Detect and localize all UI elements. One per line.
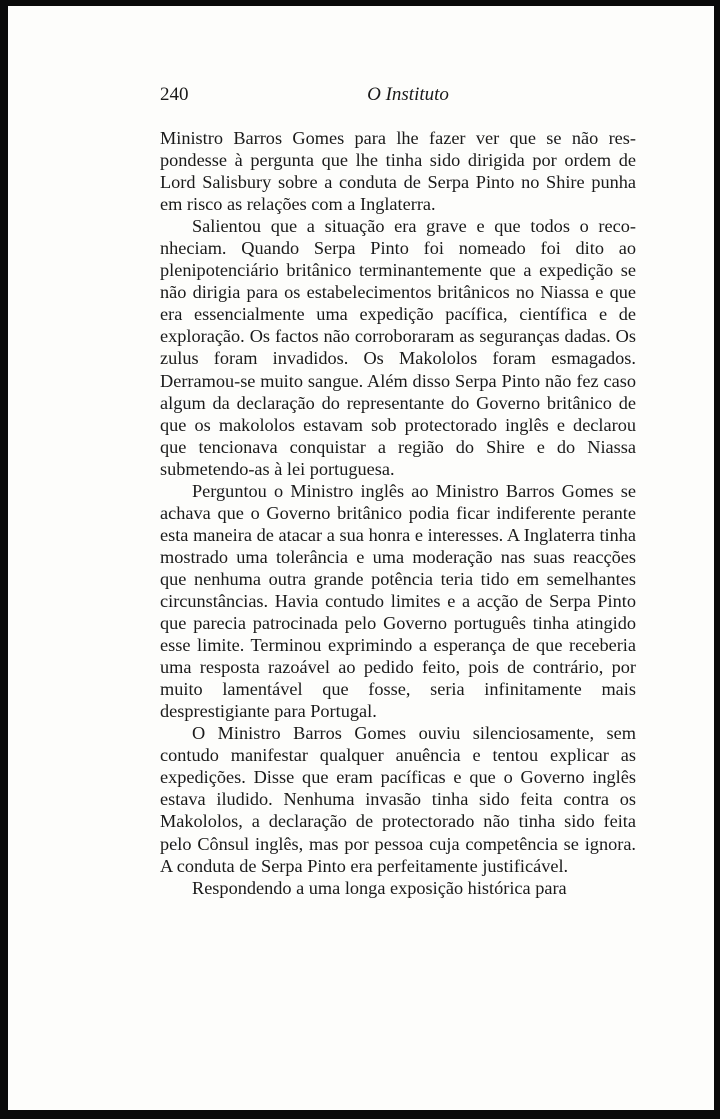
page-number: 240	[160, 84, 189, 105]
running-title: O Instituto	[367, 84, 449, 105]
paragraph-3: Perguntou o Ministro inglês ao Ministro Barros Gomes se achava que o Governo britânico podia ficar indiferente perante esta maneira de atacar a sua honra e interesses. A Inglaterra tinha mostrado uma tolerância e uma moderação nas suas reacções que nenhuma outra grande potência teria tido em semelhantes circunstâncias. Havia contudo limites e a acção de Serpa Pinto que parecia patrocinada pelo Governo português tinha atingido esse limite. Terminou exprimindo a esperança de que receberia uma resposta razoável ao pedido feito, pois de contrário, por muito lamentável que fosse, seria infinitamente mais desprestigiante para Portugal.	[160, 480, 636, 722]
book-page	[8, 6, 714, 1110]
paragraph-1: Ministro Barros Gomes para lhe fazer ver que se não respondesse à pergunta que lhe tinha sido dirigida por ordem de Lord Salisbury sobre a conduta de Serpa Pinto no Shire punha em risco as relações com a Inglaterra.	[160, 128, 636, 215]
page-header	[160, 76, 636, 106]
paragraph-2: Salientou que a situação era grave e que todos o reconheciam. Quando Serpa Pinto foi nomeado foi dito ao plenipotenciário britânico terminantemente que a expedição se não dirigia para os estabelecimentos britânicos no Niassa e que era essencialmente uma expedição pacífica, científica e de exploração. Os factos não corroboraram as seguranças dadas. Os zulus foram invadidos. Os Makololos foram esmagados. Derramou-se muito sangue. Além disso Serpa Pinto não fez caso algum da declaração do representante do Governo britânico de que os makololos estavam sob protectorado inglês e declarou que tencionava conquistar a região do Shire e do Niassa submetendo-as à lei portuguesa.	[160, 216, 636, 479]
paragraph-5: Respondendo a uma longa exposição histórica para	[192, 877, 567, 898]
body-text	[160, 127, 636, 899]
paragraph-4: O Ministro Barros Gomes ouviu silenciosamente, sem contudo manifestar qualquer anuência e tentou explicar as expedições. Disse que eram pacíficas e que o Governo inglês estava iludido. Nenhuma invasão tinha sido feita contra os Makololos, a declaração de protectorado não tinha sido feita pelo Cônsul inglês, mas por pessoa cuja competência se ignora. A conduta de Serpa Pinto era perfeitamente justificável.	[160, 723, 636, 876]
